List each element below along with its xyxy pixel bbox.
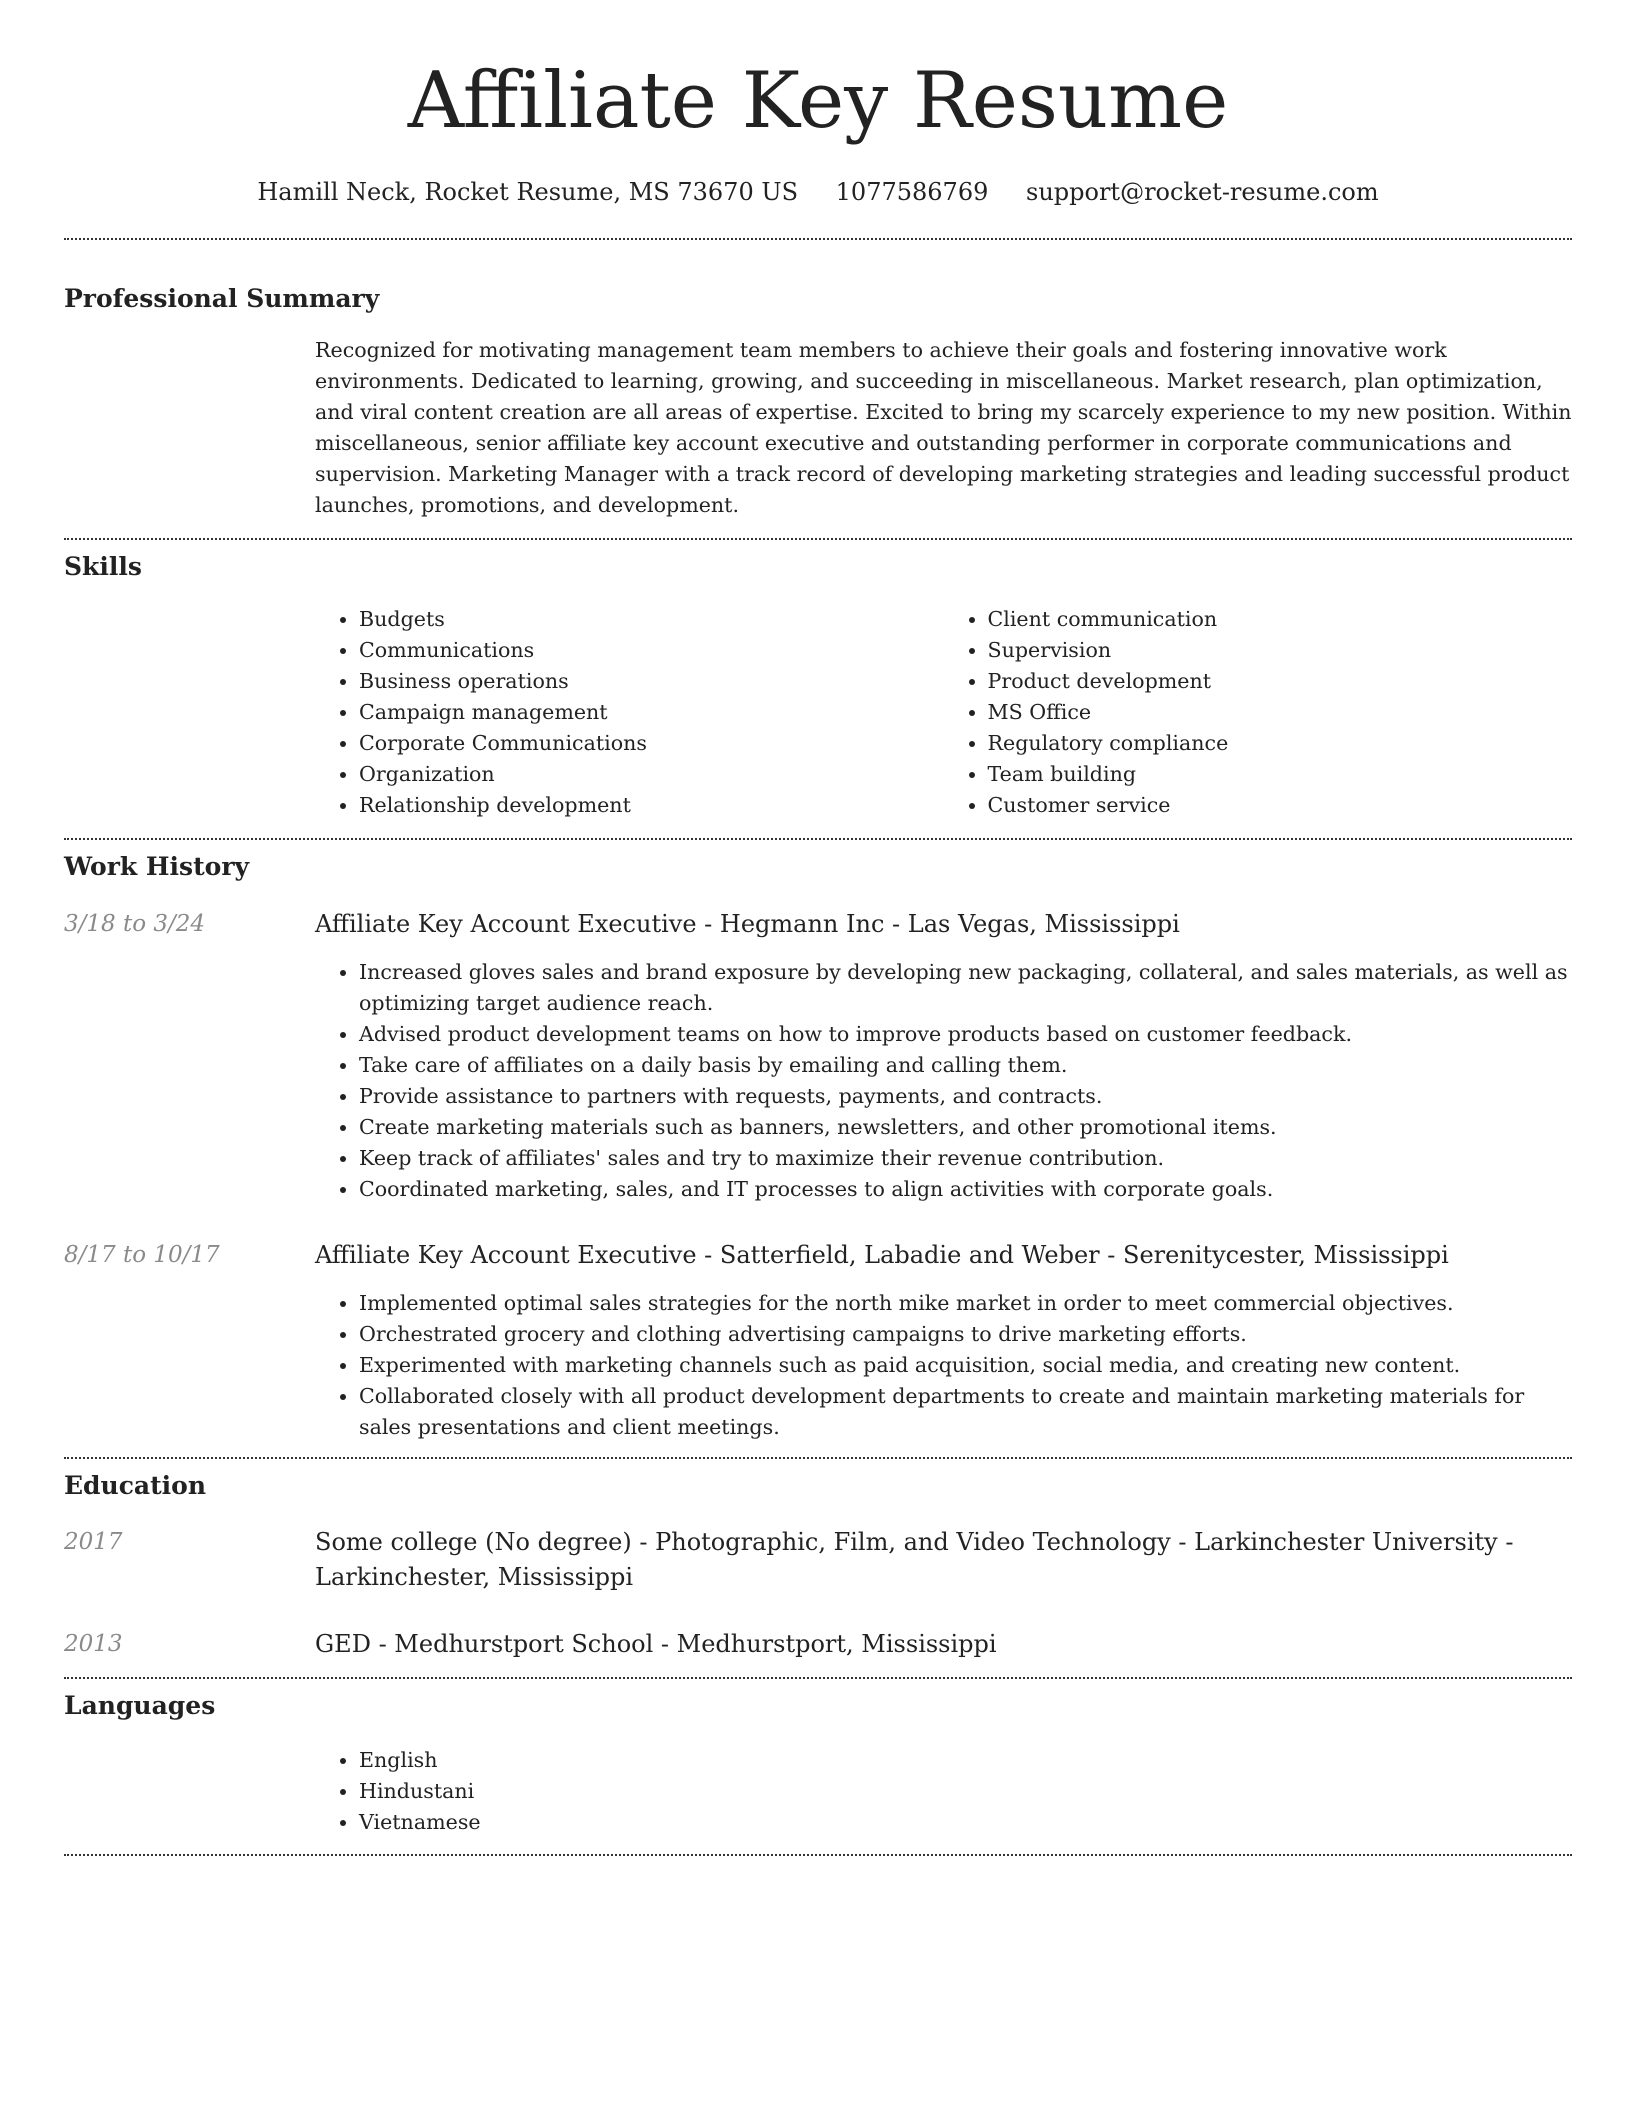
divider bbox=[64, 1677, 1572, 1679]
contact-line bbox=[64, 176, 1572, 208]
skill-item: • Business operations bbox=[359, 666, 944, 697]
divider bbox=[64, 838, 1572, 840]
contact-phone: 1077586769 bbox=[835, 178, 989, 206]
job-dates: 8/17 to 10/17 bbox=[64, 1242, 220, 1268]
education-title: Education bbox=[64, 1471, 207, 1500]
language-item: • English bbox=[359, 1745, 1572, 1776]
job-bullets bbox=[315, 1288, 1572, 1443]
skill-item: • Team building bbox=[988, 759, 1573, 790]
skill-item: • Campaign management bbox=[359, 697, 944, 728]
skills-title: Skills bbox=[64, 552, 142, 581]
skills-column-right bbox=[944, 604, 1573, 821]
resume-name: Affiliate Key Resume bbox=[407, 56, 1229, 146]
skill-item: • Supervision bbox=[988, 635, 1573, 666]
job-title: Affiliate Key Account Executive - Hegmann Inc - Las Vegas, Mississippi bbox=[315, 910, 1180, 938]
job-dates: 3/18 to 3/24 bbox=[64, 911, 206, 937]
language-item: • Vietnamese bbox=[359, 1807, 1572, 1838]
languages-list bbox=[315, 1745, 1572, 1838]
education-title-text: Some college (No degree) - Photographic, Film, and Video Technology - Larkinchester University - Larkinchester, Mississippi bbox=[315, 1528, 1514, 1591]
divider bbox=[64, 1854, 1572, 1856]
job-bullet: • Provide assistance to partners with requests, payments, and contracts. bbox=[359, 1081, 1572, 1112]
job-bullet: • Orchestrated grocery and clothing advertising campaigns to drive marketing efforts. bbox=[359, 1319, 1572, 1350]
job-bullet: • Increased gloves sales and brand exposure by developing new packaging, collateral, and sales materials, as well as optimizing target audience reach. bbox=[359, 957, 1572, 1019]
education-year: 2013 bbox=[64, 1631, 123, 1657]
divider bbox=[64, 1457, 1572, 1459]
education-entry bbox=[64, 1627, 1572, 1662]
skills-list bbox=[315, 604, 1572, 821]
job-bullet: • Experimented with marketing channels such as paid acquisition, social media, and creating new content. bbox=[359, 1350, 1572, 1381]
education-year: 2017 bbox=[64, 1529, 123, 1555]
skills-column-left bbox=[315, 604, 944, 821]
skill-item: • Customer service bbox=[988, 790, 1573, 821]
education-section bbox=[64, 1471, 1572, 1662]
job-bullet: • Take care of affiliates on a daily basis by emailing and calling them. bbox=[359, 1050, 1572, 1081]
skill-item: • Corporate Communications bbox=[359, 728, 944, 759]
summary-text: Recognized for motivating management team members to achieve their goals and fostering innovative work environments. Dedicated to learning, growing, and succeeding in miscellaneous. Market research, plan optimization, and viral content creation are all areas of expertise. Excited to bring my scarcely experience to my new position. Within miscellaneous, senior affiliate key account executive and outstanding performer in corporate communications and supervision. Marketing Manager with a track record of developing marketing strategies and leading successful product launches, promotions, and development. bbox=[315, 338, 1572, 517]
divider bbox=[64, 538, 1572, 540]
languages-title: Languages bbox=[64, 1691, 216, 1720]
job-bullet: • Coordinated marketing, sales, and IT processes to align activities with corporate goals. bbox=[359, 1174, 1572, 1205]
contact-address: Hamill Neck, Rocket Resume, MS 73670 US bbox=[257, 178, 799, 206]
job-bullets bbox=[315, 957, 1572, 1205]
work-title: Work History bbox=[64, 852, 250, 881]
language-item: • Hindustani bbox=[359, 1776, 1572, 1807]
skill-item: • Communications bbox=[359, 635, 944, 666]
skill-item: • Organization bbox=[359, 759, 944, 790]
resume-page bbox=[64, 0, 1572, 1856]
education-entry bbox=[64, 1525, 1572, 1595]
skill-item: • Client communication bbox=[988, 604, 1573, 635]
skills-section bbox=[64, 552, 1572, 821]
summary-section bbox=[64, 284, 1572, 521]
job-bullet: • Collaborated closely with all product development departments to create and maintain marketing materials for sales presentations and client meetings. bbox=[359, 1381, 1572, 1443]
job-bullet: • Keep track of affiliates' sales and try to maximize their revenue contribution. bbox=[359, 1143, 1572, 1174]
job-title: Affiliate Key Account Executive - Satterfield, Labadie and Weber - Serenitycester, Mississippi bbox=[315, 1241, 1449, 1269]
summary-title: Professional Summary bbox=[64, 284, 380, 313]
work-section bbox=[64, 852, 1572, 1443]
contact-email: support@rocket-resume.com bbox=[1026, 178, 1379, 206]
job-entry bbox=[64, 908, 1572, 1205]
languages-section bbox=[64, 1691, 1572, 1838]
job-entry bbox=[64, 1239, 1572, 1443]
job-bullet: • Create marketing materials such as banners, newsletters, and other promotional items. bbox=[359, 1112, 1572, 1143]
skill-item: • Relationship development bbox=[359, 790, 944, 821]
divider bbox=[64, 238, 1572, 240]
education-title-text: GED - Medhurstport School - Medhurstport, Mississippi bbox=[315, 1630, 997, 1658]
skill-item: • Regulatory compliance bbox=[988, 728, 1573, 759]
skill-item: • Budgets bbox=[359, 604, 944, 635]
job-bullet: • Implemented optimal sales strategies for the north mike market in order to meet commercial objectives. bbox=[359, 1288, 1572, 1319]
skill-item: • Product development bbox=[988, 666, 1573, 697]
job-bullet: • Advised product development teams on how to improve products based on customer feedback. bbox=[359, 1019, 1572, 1050]
skill-item: • MS Office bbox=[988, 697, 1573, 728]
